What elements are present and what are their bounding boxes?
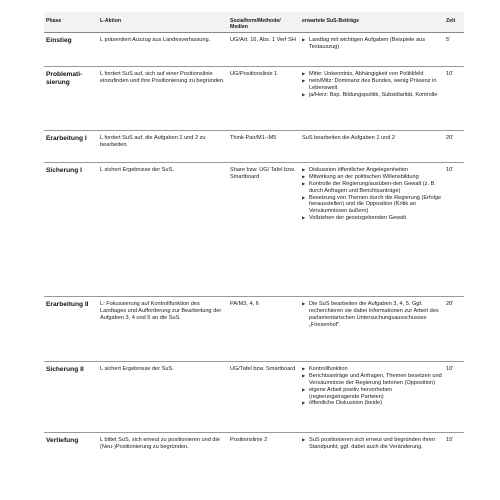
phase-cell: Vertiefung (44, 433, 98, 475)
table-row (44, 362, 464, 433)
lesson-plan-table (44, 12, 464, 474)
medien-cell: Positionslinie 2 (228, 433, 300, 475)
aktion-cell: L: Fokussierung auf Kontrollfunktion des Landtages und Aufforderung zur Bearbeitung der Aufgaben 3, 4 und 5 an die SuS. (98, 297, 228, 362)
list-item: ▶ Kontrolle der Regierung/ausüben-den Gewalt (z. B. durch Anfragen und Berichtsanträge) (302, 181, 442, 195)
medien-cell: PA/M3, 4, 6 (228, 297, 300, 362)
medien-cell: UG/Positionslinie 1 (228, 67, 300, 131)
header-sus-beitraege: erwartete SuS-Beiträge (300, 12, 444, 33)
aktion-cell: L sichert Ergebnisse der SuS. (98, 362, 228, 433)
phase-cell: Problemati-sierung (44, 67, 98, 131)
zeit-cell: 10' (444, 67, 464, 131)
aktion-cell: L fordert SuS auf, sich auf einer Positionslinie einzufinden und ihre Positionierung zu begründen. (98, 67, 228, 131)
list-item: ▶ Landtag mit wichtigen Aufgaben (Beispiele aus Textauszug) (302, 37, 442, 51)
medien-cell: UG/Tafel bzw. Smartboard (228, 362, 300, 433)
beitraege-cell: SuS bearbeiten die Aufgaben 1 und 2 (300, 131, 444, 163)
header-zeit: Zeit (444, 12, 464, 33)
table-row (44, 433, 464, 475)
phase-cell: Sicherung I (44, 163, 98, 297)
zeit-cell: 10' (444, 362, 464, 433)
list-item: ▶ Besetzung von Themen durch die Regierung (Erfolge herausstellen) und die Opposition (Kritik an Versäumnissen äußern) (302, 195, 442, 215)
list-item: ▶ Kontrollfunktion (302, 366, 442, 373)
list-item: ▶ Mitwirkung an der politischen Willensbildung (302, 174, 442, 181)
table-row (44, 163, 464, 297)
medien-cell: Think-Pair/M1--M5 (228, 131, 300, 163)
zeit-cell: 20' (444, 297, 464, 362)
beitraege-cell (300, 297, 444, 362)
beitraege-cell (300, 33, 444, 67)
zeit-cell: 15' (444, 433, 464, 475)
aktion-cell: L präsentiert Auszug aus Landesverfassung. (98, 33, 228, 67)
list-item: ▶ Die SuS bearbeiten die Aufgaben 3, 4, 5. Ggf. recherchieren sie dabei Informationen zur Arbeit des parlamentarischen Untersuchungsausschusses „Friesenhof“. (302, 301, 442, 328)
header-l-aktion: L-Aktion (98, 12, 228, 33)
lesson-plan-page (44, 12, 464, 474)
table-row (44, 67, 464, 131)
aktion-cell: L fordert SuS auf, die Aufgaben 1 und 2 zu bearbeiten. (98, 131, 228, 163)
list-item: ▶ eigene Arbeit positiv hervorheben (regierungstragende Parteien) (302, 387, 442, 401)
list-item: ▶ Vollziehen der gesetzgebenden Gewalt (302, 215, 442, 222)
aktion-cell: L bittet SuS, sich erneut zu positionieren und die (Neu-)Positionierung zu begründen. (98, 433, 228, 475)
medien-cell: UG/Art. 16, Abs. 1 Verf SH (228, 33, 300, 67)
table-row (44, 297, 464, 362)
phase-cell: Erarbeitung I (44, 131, 98, 163)
aktion-cell: L sichert Ergebnisse der SuS. (98, 163, 228, 297)
zeit-cell: 20' (444, 131, 464, 163)
table-row (44, 131, 464, 163)
list-item: ▶ ja/Herz: Bsp. Bildungspolitik, Subsidiarität, Kontrolle (302, 92, 442, 99)
list-item: ▶ Berichtsanträge und Anfragen, Themen besetzen und Versäumnisse der Regierung betonen (Opposition) (302, 373, 442, 387)
medien-cell: Share bzw. UG/ Tafel bzw. Smartboard (228, 163, 300, 297)
list-item: ▶ Diskussion öffentlicher Angelegenheiten (302, 167, 442, 174)
phase-cell: Einstieg (44, 33, 98, 67)
list-item: ▶ öffentliche Diskussion (beide) (302, 400, 442, 407)
header-phase: Phase (44, 12, 98, 33)
table-header-row (44, 12, 464, 33)
phase-cell: Sicherung II (44, 362, 98, 433)
beitraege-cell (300, 163, 444, 297)
beitraege-cell (300, 362, 444, 433)
zeit-cell: 10' (444, 163, 464, 297)
header-sozialform: Sozialform/Methode/ Medien (228, 12, 300, 33)
list-item: ▶ SuS positionieren sich erneut und begründen ihren Standpunkt, ggf. dabei auch die Veränderung. (302, 437, 442, 451)
beitraege-cell (300, 67, 444, 131)
beitraege-cell (300, 433, 444, 475)
list-item: ▶ Mitte: Unkenntnis, Abhängigkeit von Politikfeld (302, 71, 442, 78)
list-item: ▶ nein/Mitz: Dominanz des Bundes, wenig Präsenz in Lebenswelt (302, 78, 442, 92)
phase-cell: Erarbeitung II (44, 297, 98, 362)
zeit-cell: 5' (444, 33, 464, 67)
table-row (44, 33, 464, 67)
